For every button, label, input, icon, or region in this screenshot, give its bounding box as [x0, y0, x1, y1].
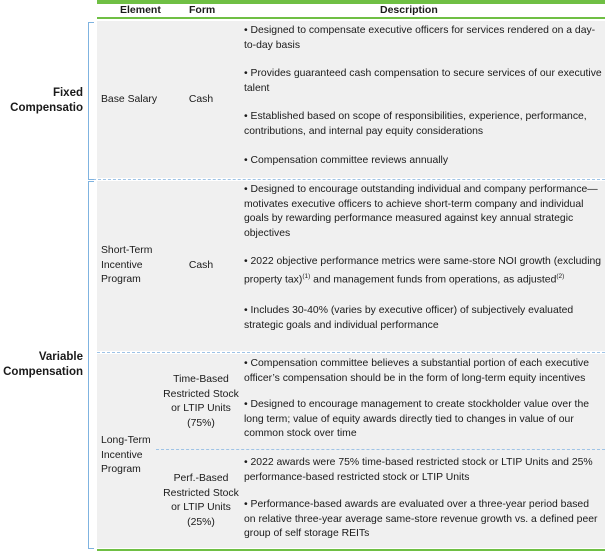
- footnote-1: (1): [302, 272, 311, 280]
- desc-sti: [244, 183, 602, 333]
- bullet-sti-1: • Designed to encourage outstanding individual and company performance—motivates executive officers to achieve short-term company and individual goals by rewarding performance measured against key annual strategic objectives: [244, 184, 598, 239]
- form-lti-time: Time-Based Restricted Stock or LTIP Units (75%): [163, 374, 239, 429]
- bullet-lti-2: • Designed to encourage management to create stockholder value over the long term; value of equity awards directly tied to changes in value of our common stock over time: [244, 399, 590, 440]
- group-variable-label: Variable Compensation: [3, 351, 83, 378]
- bullet-sti-2-text-b: and management funds from operations, as adjusted: [310, 274, 557, 286]
- element-sti: Short-Term Incentive Program: [101, 245, 153, 286]
- footnote-2: (2): [556, 272, 565, 280]
- form-lti-perf: Perf.-Based Restricted Stock or LTIP Units (25%): [163, 473, 239, 528]
- bullet-lti-1: • Compensation committee believes a substantial portion of each executive officer’s compensation should be in the form of long-term equity incentives: [244, 358, 589, 384]
- bullet-base-2: • Provides guaranteed cash compensation to secure services of our executive talent: [244, 68, 602, 94]
- header-element: Element: [120, 4, 161, 16]
- variable-brace: [88, 181, 94, 549]
- element-base-salary: Base Salary: [101, 94, 158, 105]
- bullet-sti-3: • Includes 30-40% (varies by executive officer) of subjectively evaluated strategic goals and individual performance: [244, 305, 574, 331]
- fixed-brace: [88, 22, 94, 180]
- group-fixed-label: Fixed Compensatio: [10, 87, 83, 114]
- bullet-lti-3: • 2022 awards were 75% time-based restricted stock or LTIP Units and 25% performance-based restricted stock or LTIP Units: [244, 457, 593, 483]
- bullet-base-1: • Designed to compensate executive officers for services rendered on a day-to-day basis: [244, 25, 596, 51]
- divider-2: [97, 352, 605, 353]
- bullet-base-3: • Established based on scope of responsibilities, experience, performance, contributions, and internal pay equity considerations: [244, 111, 587, 137]
- header-top-bar: [97, 0, 605, 4]
- divider-1: [93, 179, 605, 180]
- bullet-base-4: • Compensation committee reviews annually: [244, 154, 449, 166]
- header-underline: [97, 17, 605, 19]
- form-base-cash: Cash: [188, 94, 214, 105]
- bullet-lti-4: • Performance-based awards are evaluated over a three-year period based on relative three-year average same-store revenue growth vs. a defined peer group of self storage REITs: [244, 499, 598, 540]
- bullet-sti-2-text: • 2022 objective performance metrics were same-store NOI growth (excluding property tax): [244, 256, 602, 286]
- element-lti: Long-Term Incentive Program: [101, 435, 151, 476]
- desc-lti-time: [244, 357, 602, 442]
- desc-base: [244, 24, 602, 168]
- bullet-sti-2: [244, 255, 602, 288]
- header-description: Description: [380, 4, 438, 16]
- form-sti-cash: Cash: [188, 260, 214, 271]
- table-bottom-bar: [97, 549, 605, 551]
- divider-3: [156, 449, 605, 450]
- header-form: Form: [189, 4, 216, 16]
- desc-lti-perf: [244, 456, 602, 542]
